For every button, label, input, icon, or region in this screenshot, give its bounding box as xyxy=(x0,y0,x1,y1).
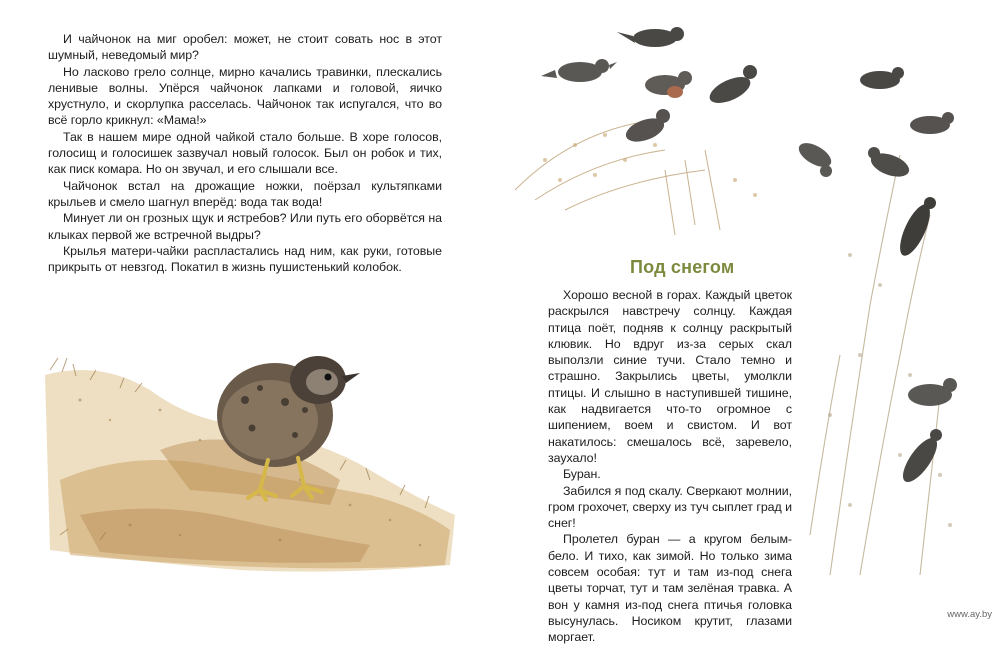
grass-dots xyxy=(543,133,757,197)
bird xyxy=(617,27,684,47)
paragraph: Крылья матери-чайки распластались над ним, как руки, готовые прикрыть от невзгод. Покатил в жизнь пушистенький колобок. xyxy=(48,243,442,275)
paragraph: Чайчонок встал на дрожащие ножки, поёрзал культяпками крыльев и смело шагнул вперёд: вода так вода! xyxy=(48,178,442,209)
paragraph: Минует ли он грозных щук и ястребов? Или путь его оборвётся на клыках первой же встречной выдры? xyxy=(48,211,442,242)
bird xyxy=(910,112,954,134)
bird xyxy=(894,197,936,260)
chick-illustration xyxy=(40,330,460,580)
birds-right-illustration xyxy=(790,55,995,585)
paragraph: Пролетел буран — а кругом белым-бело. И тихо, как зимой. Но только зима совсем особая: тут и там из-под снега цветы торчат, тут и там зелёная травка. А вон у камня из-под снега птичья головка высунулась. Носиком крутит, глазами моргает. xyxy=(548,532,792,645)
bird xyxy=(795,138,835,177)
dry-grass xyxy=(515,120,720,235)
birds-top-illustration xyxy=(505,10,795,240)
watermark: www.ay.by xyxy=(947,609,992,620)
bird xyxy=(860,67,904,89)
left-page xyxy=(0,0,500,626)
chapter-title: Под снегом xyxy=(630,257,735,277)
paragraph: Так в нашем мире одной чайкой стало больше. В хоре голосов, голосищ и голосишек зазвучал новый голосок. Был он робок и тих, как писк комара. Но он звучал, и его слышали все. xyxy=(48,129,442,177)
paragraph: Забился я под скалу. Сверкают молнии, гром грохочет, сверху из туч сыплет град и снег! xyxy=(548,483,792,531)
paragraph: Но ласково грело солнце, мирно качались травинки, плескались ленивые волны. Упёрся чайчонок лапками и головой, яичко хрустнуло, и скорлупка расселась. Чайчонок так испугался, что во всё горло крикнул: «Мама!» xyxy=(48,64,442,128)
bird xyxy=(645,71,692,98)
bird xyxy=(541,59,617,82)
bird xyxy=(908,378,957,406)
paragraph: Хорошо весной в горах. Каждый цветок раскрылся навстречу солнцу. Каждая птица поёт, подняв к солнцу раскрытый клювик. Но вдруг из-за серых скал выползли синие тучи. Стало темно и страшно. Закрылись цветы, умолкли птицы. И слышно в наступившей тишине, как надвигается что-то огромное с шипением, воем и свистом. И вот накатилось: смешалось всё, заревело, заухало! xyxy=(548,288,792,465)
bird xyxy=(897,429,943,487)
bird xyxy=(623,109,670,146)
paragraph: И чайчонок на миг оробел: может, не стоит совать нос в этот шумный, неведомый мир? xyxy=(48,32,442,63)
bird xyxy=(706,65,757,108)
paragraph: Буран. xyxy=(563,467,601,482)
bird xyxy=(868,147,912,181)
left-page-text xyxy=(48,31,442,275)
